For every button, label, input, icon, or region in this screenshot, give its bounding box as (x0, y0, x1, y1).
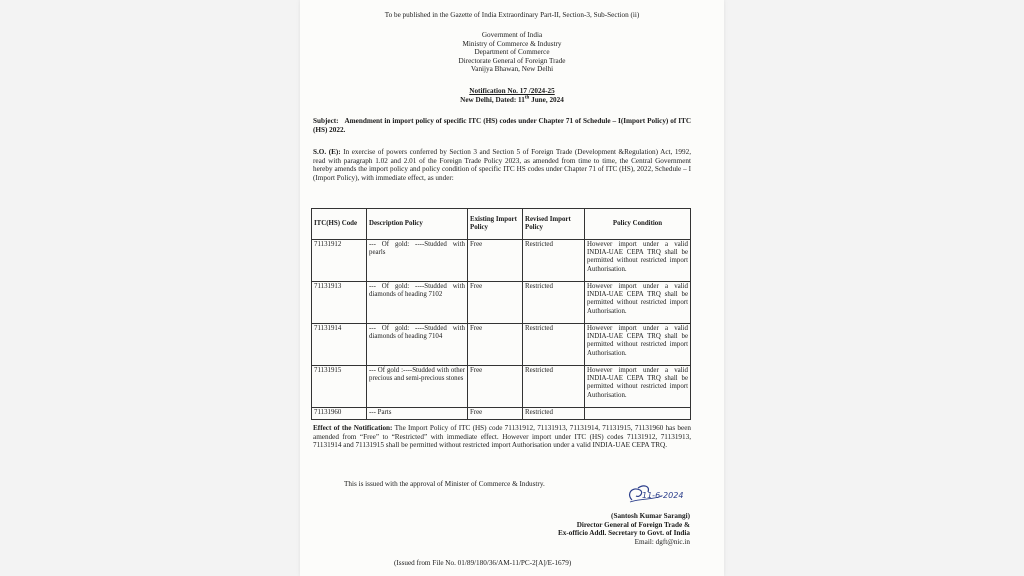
signatory-email: Email: dgft@nic.in (634, 537, 690, 546)
cell-code: 71131914 (312, 324, 367, 366)
cell-revised: Restricted (523, 408, 585, 420)
cell-existing: Free (468, 282, 523, 324)
table-row (312, 408, 691, 420)
signatory-name: (Santosh Kumar Sarangi) (611, 512, 690, 520)
so-paragraph (313, 148, 691, 182)
cell-existing: Free (468, 366, 523, 408)
effect-label: Effect of the Notification: (313, 424, 393, 432)
cell-description: --- Of gold: ----Studded with diamonds of heading 7104 (367, 324, 468, 366)
cell-condition (585, 408, 691, 420)
table-row (312, 282, 691, 324)
subject-paragraph (313, 117, 691, 134)
so-label: S.O. (E): (313, 148, 341, 156)
cell-condition: However import under a valid INDIA-UAE CEPA TRQ shall be permitted without restricted import Authorisation. (585, 282, 691, 324)
table-row (312, 366, 691, 408)
subject-label: Subject: (313, 117, 339, 125)
signatory-title-2: Ex-officio Addl. Secretary to Govt. of India (557, 529, 690, 538)
cell-code: 71131915 (312, 366, 367, 408)
office-line-1: Government of India (481, 31, 543, 39)
notification-block (300, 87, 724, 104)
cell-condition: However import under a valid INDIA-UAE CEPA TRQ shall be permitted without restricted import Authorisation. (585, 240, 691, 282)
header-description: Description Policy (367, 209, 468, 240)
cell-code: 71131912 (312, 240, 367, 282)
cell-revised: Restricted (523, 366, 585, 408)
cell-revised: Restricted (523, 240, 585, 282)
notification-number: Notification No. 17 /2024-25 (469, 87, 555, 95)
approval-line: This is issued with the approval of Minister of Commerce & Industry. (344, 480, 545, 488)
cell-code: 71131913 (312, 282, 367, 324)
subject-text: Amendment in import policy of specific ITC (HS) codes under Chapter 71 of Schedule – I(Import Policy) of ITC (HS) 2022. (313, 117, 692, 134)
cell-revised: Restricted (523, 282, 585, 324)
signature-date: 11-6-2024 (642, 491, 684, 500)
office-line-3: Department of Commerce (474, 48, 550, 57)
so-text: In exercise of powers conferred by Section 3 and Section 5 of Foreign Trade (Development &Regulation) Act, 1992, read with paragraph 1.02 and 2.01 of the Foreign Trade Policy 2023, as amended from time to time, the Central Government hereby amends the import policy and policy condition of specific ITC HS codes under Chapter 71 of ITC (HS), 2022, Schedule – I (Import Policy), with immediate effect, as under: (313, 148, 692, 182)
header-itc-code: ITC(HS) Code (312, 209, 367, 240)
effect-text: The Import Policy of ITC (HS) code 71131912, 71131913, 71131914, 71131915, 71131960 has been amended from “Free” to “Restricted” with immediate effect. However import under ITC (HS) codes 71131912, 71131913, 71131914 and 71131915 shall be permitted without restricted import Authorisation under a valid INDIA-UAE CEPA TRQ. (313, 424, 691, 450)
table-header-row (312, 209, 691, 240)
cell-existing: Free (468, 324, 523, 366)
cell-description: --- Of gold: ----Studded with diamonds of heading 7102 (367, 282, 468, 324)
office-line-2: Ministry of Commerce & Industry (462, 39, 562, 48)
signature (622, 482, 702, 510)
cell-existing: Free (468, 408, 523, 420)
gazette-note: To be published in the Gazette of India Extraordinary Part-II, Section-3, Sub-Section (ii) (384, 11, 640, 19)
office-line-5: Vanijya Bhawan, New Delhi (470, 65, 554, 74)
cell-description: --- Of gold :----Studded with other precious and semi-precious stones (367, 366, 468, 408)
header-policy-condition: Policy Condition (585, 209, 691, 240)
effect-paragraph (313, 424, 691, 450)
file-number: (Issued from File No. 01/89/180/36/AM-11/PC-2[A]/E-1679) (394, 559, 572, 567)
office-block (300, 31, 724, 74)
notification-date: New Delhi, Dated: 11th June, 2024 (460, 95, 564, 104)
header-revised-policy: Revised Import Policy (523, 209, 585, 240)
office-line-4: Directorate General of Foreign Trade (458, 56, 566, 65)
table-row (312, 324, 691, 366)
cell-condition: However import under a valid INDIA-UAE CEPA TRQ shall be permitted without restricted import Authorisation. (585, 324, 691, 366)
header-existing-policy: Existing Import Policy (468, 209, 523, 240)
signatory-block (535, 512, 690, 546)
signatory-title-1: Director General of Foreign Trade & (576, 520, 690, 529)
document-page (300, 0, 724, 576)
cell-description: --- Parts (367, 408, 468, 420)
cell-description: --- Of gold: ----Studded with pearls (367, 240, 468, 282)
cell-code: 71131960 (312, 408, 367, 420)
cell-existing: Free (468, 240, 523, 282)
cell-revised: Restricted (523, 324, 585, 366)
itc-table (311, 208, 691, 420)
cell-condition: However import under a valid INDIA-UAE CEPA TRQ shall be permitted without restricted import Authorisation. (585, 366, 691, 408)
table-row (312, 240, 691, 282)
